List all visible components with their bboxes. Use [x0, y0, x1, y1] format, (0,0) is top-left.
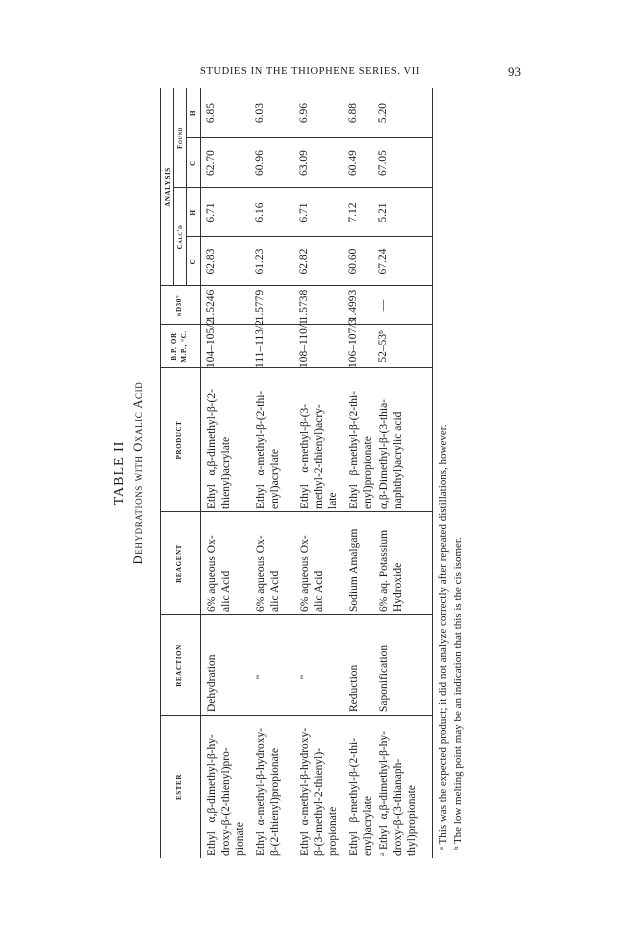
ester-cell — [347, 716, 375, 856]
product-cell — [377, 368, 405, 509]
product-cell-line: Ethyl α,β-dimethyl-β-(2- — [206, 389, 218, 509]
header-bp-line1: B.P. OR — [170, 332, 178, 361]
header-calcd: Calc'd — [176, 224, 184, 250]
table-ii — [112, 88, 582, 858]
product-cell-line: α,β-Dimethyl-β-(3-thia- — [378, 398, 390, 509]
reagent-cell-line: Sodium Amalgam — [348, 528, 360, 612]
ester-cell-line: Ethyl β-methyl-β-(2-thi- — [348, 737, 360, 856]
found-c-cell: 63.09 — [298, 150, 310, 176]
nd-cell: 1.5779 — [254, 289, 266, 322]
ester-cell-line: β-(3-methyl-2-thienyl)- — [313, 747, 325, 856]
product-cell — [347, 368, 375, 509]
bp-cell: 111–113/2 — [254, 320, 266, 368]
running-head: STUDIES IN THE THIOPHENE SERIES. VII — [200, 66, 420, 77]
ester-cell-line: β-(2-thienyl)propionate — [269, 747, 281, 856]
found-h-cell: 6.88 — [347, 102, 359, 124]
calc-c-cell: 62.83 — [205, 248, 217, 275]
found-c-cell: 60.96 — [254, 150, 266, 176]
ester-cell — [377, 716, 419, 856]
ester-cell-line: ᵃ Ethyl α,β-dimethyl-β-hy- — [378, 731, 390, 856]
calc-h-cell: 7.12 — [347, 202, 359, 223]
header-found-h: H — [189, 109, 197, 117]
calc-c-cell: 61.23 — [254, 248, 266, 275]
footnote-a: ᵃ This was the expected product; it did not analyze correctly after repeated distillations, however. — [437, 424, 449, 850]
product-cell — [298, 368, 340, 509]
reaction-cell: Saponification — [378, 644, 390, 712]
bp-cell: 52–53ᵇ — [377, 330, 389, 363]
nd-cell: — — [377, 299, 389, 312]
header-ester: ESTER — [175, 774, 183, 800]
table-bottom-rule — [432, 88, 433, 858]
reagent-cell — [347, 512, 361, 612]
reaction-cell: Dehydration — [206, 654, 218, 712]
product-cell-line: late — [327, 492, 339, 509]
header-found: Found — [176, 127, 184, 149]
ester-cell-line: droxy-β-(2-thienyl)pro- — [220, 747, 232, 856]
nd-cell: 1.5246 — [205, 289, 217, 322]
reagent-cell-line: 6% aqueous Ox- — [299, 535, 311, 612]
calc-h-cell: 6.71 — [298, 202, 310, 223]
ester-cell-line: Ethyl α-methyl-β-hydroxy- — [299, 727, 311, 856]
found-h-cell: 6.03 — [254, 102, 266, 124]
ester-cell-line: thyl)propionate — [406, 785, 418, 856]
calc-h-cell: 6.71 — [205, 202, 217, 223]
found-c-cell: 62.70 — [205, 150, 217, 176]
calc-h-cell: 5.21 — [377, 202, 389, 223]
product-cell — [254, 368, 282, 509]
found-h-cell: 5.20 — [377, 102, 389, 124]
header-bp-line2: M.P., °C. — [180, 330, 188, 363]
header-analysis: ANALYSIS — [164, 167, 172, 207]
calc-c-cell: 62.82 — [298, 248, 310, 275]
reagent-cell — [377, 512, 405, 612]
header-product: PRODUCT — [175, 420, 183, 460]
product-cell-line: enyl)propionate — [362, 436, 374, 509]
header-found-c: C — [189, 160, 197, 166]
found-c-cell: 67.05 — [377, 150, 389, 176]
table-top-rule — [160, 88, 161, 858]
product-cell-line: thienyl)acrylate — [220, 436, 232, 509]
reagent-cell-line: 6% aqueous Ox- — [206, 535, 218, 612]
reagent-cell-line: alic Acid — [220, 570, 232, 612]
table-subtitle: Dehydrations with Oxalic Acid — [131, 381, 145, 565]
reagent-cell-line: alic Acid — [269, 570, 281, 612]
bp-cell: 106–107/3 — [347, 318, 359, 368]
col-rule-6 — [160, 285, 432, 286]
reagent-cell-line: alic Acid — [313, 570, 325, 612]
nd-cell: 1.4993 — [347, 289, 359, 322]
product-cell — [205, 368, 233, 509]
reagent-cell — [254, 512, 282, 612]
nd-cell: 1.5738 — [298, 289, 310, 322]
ester-cell-line: droxy-β-(3-thianaph- — [392, 758, 404, 856]
ester-cell — [254, 716, 282, 856]
reagent-cell — [298, 512, 326, 612]
reagent-cell-line: 6% aqueous Ox- — [255, 535, 267, 612]
ester-cell-line: Ethyl α-methyl-β-hydroxy- — [255, 727, 267, 856]
bp-cell: 104–105/2 — [205, 318, 217, 368]
product-cell-line: naphthyl)acrylic acid — [392, 411, 404, 509]
col-rule-5 — [160, 324, 432, 325]
reagent-cell — [205, 512, 233, 612]
header-bottom-rule — [200, 88, 201, 858]
header-nd: nD30° — [175, 294, 183, 317]
header-calcd-c: C — [189, 258, 197, 265]
reagent-cell-line: 6% aq. Potassium — [378, 529, 390, 612]
reagent-cell-line: Hydroxide — [392, 562, 404, 612]
reaction-cell: Reduction — [348, 664, 360, 712]
calc-c-cell: 67.24 — [377, 248, 389, 275]
footnote-b: ᵇ The low melting point may be an indication that this is the cis isomer. — [452, 537, 464, 850]
found-c-cell: 60.49 — [347, 150, 359, 176]
calc-h-cell: 6.16 — [254, 202, 266, 223]
calc-c-cell: 60.60 — [347, 248, 359, 275]
product-cell-line: methyl-2-thienyl)acry- — [313, 404, 325, 509]
product-cell-line: Ethyl α-methyl-β-(2-thi- — [255, 390, 267, 509]
ester-cell-line: pionate — [234, 822, 246, 856]
table-title: TABLE II — [112, 440, 127, 506]
bp-cell: 108–110/1 — [298, 319, 310, 368]
col-rule-2 — [160, 614, 432, 615]
header-reaction: REACTION — [175, 644, 183, 687]
header-calcd-h: H — [189, 209, 197, 216]
page-number: 93 — [508, 64, 521, 79]
header-reagent: REAGENT — [175, 544, 183, 583]
reaction-cell: " — [299, 674, 311, 680]
ester-cell-line: propionate — [327, 806, 339, 856]
found-h-cell: 6.85 — [205, 102, 217, 124]
ester-cell-line: Ethyl α,β-dimethyl-β-hy- — [206, 734, 218, 856]
ester-cell-line: enyl)acrylate — [362, 795, 374, 856]
product-cell-line: Ethyl β-methyl-β-(2-thi- — [348, 390, 360, 509]
product-cell-line: enyl)acrylate — [269, 448, 281, 509]
product-cell-line: Ethyl α-methyl-β-(3- — [299, 403, 311, 509]
found-h-cell: 6.96 — [298, 102, 310, 124]
ester-cell — [298, 716, 340, 856]
ester-cell — [205, 716, 247, 856]
reaction-cell: " — [255, 674, 267, 680]
